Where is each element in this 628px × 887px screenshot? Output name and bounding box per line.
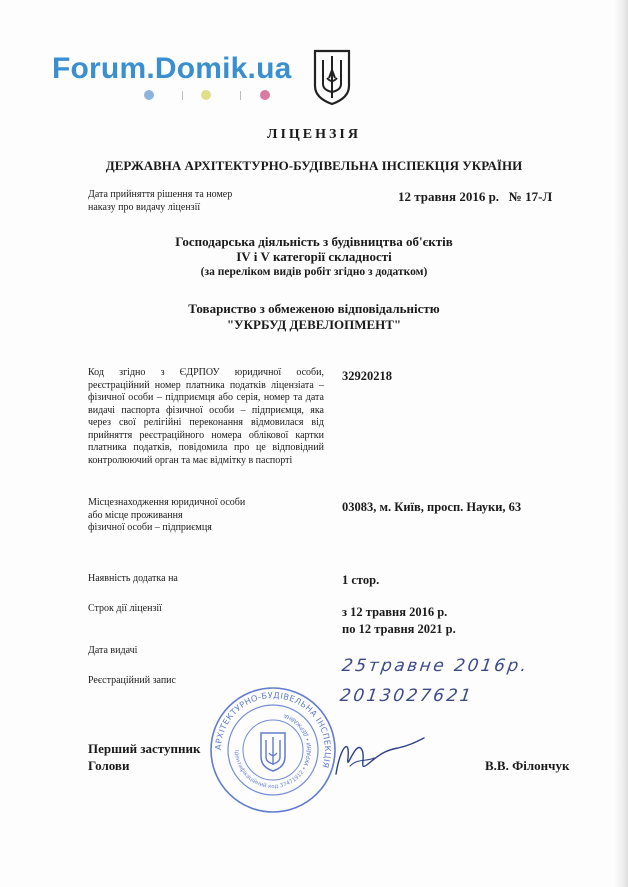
issue-date-handwritten: 25травне 2016р. [340,656,531,676]
validity-value [342,604,456,638]
seal-inner-text: Ідентифікаційний код 37471912 • УКРАЇНИ • ДЕРЖАВНА [232,711,314,791]
decision-label [88,189,232,214]
signatory-position-line: Голови [88,758,130,773]
company-name [0,301,628,333]
edrpou-label: Код згідно з ЄДРПОУ юридичної особи, реєстраційний номер платника податків ліцензіата – фізичної особи – підприємця або серія, номер та дата видачі паспорта фізичної особи – підприємця, яка через свої релігійні переконання відмовилася від прийняття реєстраційного номера облікової картки платника податків, повідомила про це відповідний контролюючий орган та має відмітку в паспорті [88,367,324,466]
signatory-position [88,740,201,774]
location-value: 03083, м. Київ, просп. Науки, 63 [342,500,522,514]
appendix-value: 1 стор. [342,573,380,587]
edrpou-value: 32920218 [342,369,392,383]
official-seal [208,685,338,815]
company-line: "УКРБУД ДЕВЕЛОПМЕНТ" [226,317,402,332]
validity-label: Строк дії ліцензії [88,603,162,614]
watermark-separator [182,91,183,100]
activity-line: Господарська діяльність з будівництва об'єктів [175,234,453,249]
document-title: ЛІЦЕНЗІЯ [267,127,361,142]
validity-to: по 12 травня 2021 р. [342,622,456,636]
decision-label-line: наказу про видачу ліцензії [88,201,201,213]
appendix-label: Наявність додатка на [88,573,178,584]
decision-value: 12 травня 2016 р. № 17-Л [398,189,553,204]
activity-note: (за переліком видів робіт згідно з додатком) [200,266,428,278]
watermark-dots [144,90,294,102]
decision-label-line: Дата прийняття рішення та номер [88,189,233,200]
issuer-name: ДЕРЖАВНА АРХІТЕКТУРНО-БУДІВЕЛЬНА ІНСПЕКЦІЯ УКРАЇНИ [105,158,523,173]
location-label-line: або місце проживання [88,509,183,521]
location-label-line: фізичної особи – підприємця [88,522,212,533]
handwritten-signature [328,728,428,788]
validity-from: з 12 травня 2016 р. [342,605,448,619]
watermark-dot-pink [260,90,270,100]
signatory-position-line: Перший заступник [88,741,201,756]
seal-outer-text: АРХІТЕКТУРНО-БУДІВЕЛЬНА ІНСПЕКЦІЯ [212,689,334,770]
watermark [52,52,292,86]
activity-line: IV і V категорії складності [236,249,392,264]
registration-handwritten: 2013027621 [338,686,475,706]
watermark-text: Forum.Domik.ua [52,52,292,85]
location-label-line: Місцезнаходження юридичної особи [88,497,246,508]
company-line: Товариство з обмеженою відповідальністю [188,301,440,316]
watermark-dot-blue [144,90,154,100]
issue-date-label: Дата видачі [88,645,138,656]
coat-of-arms-icon [312,48,352,106]
seal-trident-icon [261,733,285,771]
activity-title [0,234,628,264]
watermark-separator [240,91,241,100]
location-label [88,497,245,535]
registration-label: Реєстраційний запис [88,675,176,686]
watermark-dot-yellow [201,90,211,100]
signatory-name: В.В. Філончук [485,758,570,773]
